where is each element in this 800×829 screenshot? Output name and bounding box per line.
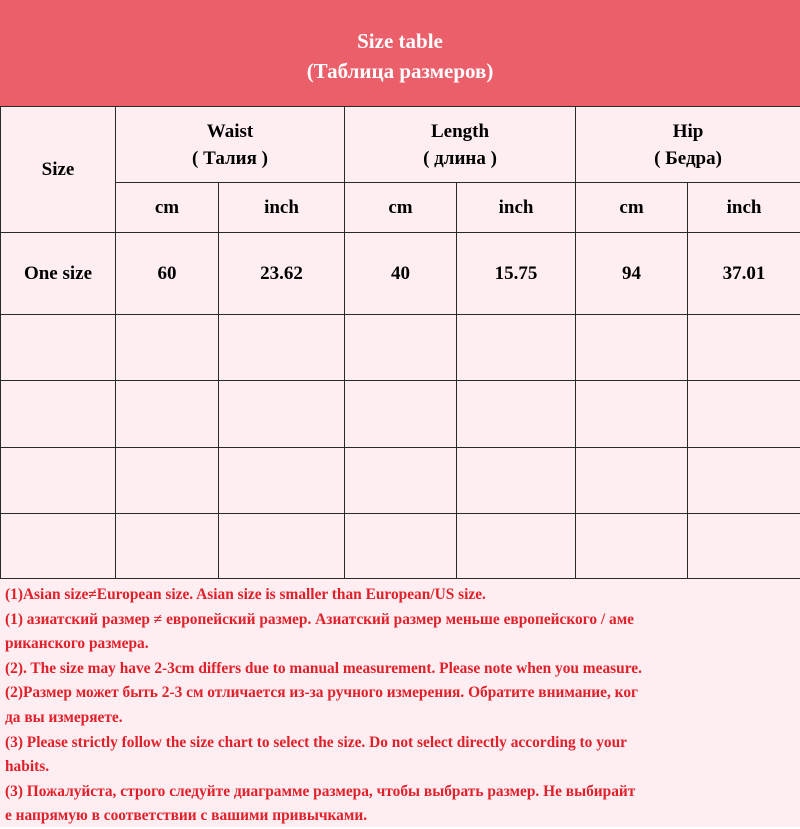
empty-cell <box>576 514 688 579</box>
note-line: (2)Размер может быть 2-3 см отличается из-за ручного измерения. Обратите внимание, ког <box>5 681 796 706</box>
empty-cell <box>345 514 457 579</box>
empty-cell <box>116 514 219 579</box>
note-line: (2). The size may have 2-3cm differs due to manual measurement. Please note when you measure. <box>5 657 796 682</box>
unit-header: cm <box>345 183 457 233</box>
hip-label: Hip <box>576 118 800 145</box>
size-table-title: Size table <box>0 26 800 56</box>
hip-header <box>576 107 800 183</box>
empty-row <box>1 381 800 448</box>
length-label: Length <box>345 118 575 145</box>
empty-cell <box>219 514 345 579</box>
waist-label: Waist <box>116 118 344 145</box>
size-cell: One size <box>1 233 116 315</box>
note-line: да вы измеряете. <box>5 706 796 731</box>
empty-cell <box>1 448 116 514</box>
empty-cell <box>219 448 345 514</box>
unit-header: inch <box>457 183 576 233</box>
note-line: риканского размера. <box>5 632 796 657</box>
unit-header: inch <box>688 183 800 233</box>
note-line: habits. <box>5 755 796 780</box>
empty-row <box>1 315 800 381</box>
note-line: (3) Пожалуйста, строго следуйте диаграмме размера, чтобы выбрать размер. Не выбирайт <box>5 780 796 805</box>
table-row <box>1 233 800 315</box>
size-table-subtitle: (Таблица размеров) <box>0 56 800 86</box>
empty-cell <box>1 315 116 381</box>
size-table-header <box>0 0 800 106</box>
hip-translation: ( Бедра) <box>576 145 800 172</box>
size-notes <box>0 578 800 827</box>
empty-cell <box>576 315 688 381</box>
empty-cell <box>688 448 800 514</box>
empty-row <box>1 448 800 514</box>
empty-cell <box>1 514 116 579</box>
length-header <box>345 107 576 183</box>
empty-cell <box>688 315 800 381</box>
waist-translation: ( Талия ) <box>116 145 344 172</box>
empty-cell <box>457 315 576 381</box>
empty-cell <box>116 448 219 514</box>
note-line: (1)Asian size≠European size. Asian size is smaller than European/US size. <box>5 583 796 608</box>
note-line: е напрямую в соответствии с вашими привычками. <box>5 804 796 829</box>
unit-header: cm <box>116 183 219 233</box>
empty-cell <box>688 514 800 579</box>
size-table <box>0 106 800 579</box>
unit-header-row <box>1 183 800 233</box>
empty-cell <box>576 381 688 448</box>
empty-cell <box>219 315 345 381</box>
unit-header: inch <box>219 183 345 233</box>
value-cell: 40 <box>345 233 457 315</box>
length-translation: ( длина ) <box>345 145 575 172</box>
waist-header <box>116 107 345 183</box>
empty-cell <box>345 381 457 448</box>
empty-cell <box>688 381 800 448</box>
empty-cell <box>116 381 219 448</box>
empty-cell <box>457 381 576 448</box>
value-cell: 15.75 <box>457 233 576 315</box>
empty-cell <box>576 448 688 514</box>
empty-cell <box>219 381 345 448</box>
empty-cell <box>1 381 116 448</box>
value-cell: 60 <box>116 233 219 315</box>
size-column-header: Size <box>1 107 116 233</box>
group-header-row <box>1 107 800 183</box>
empty-cell <box>345 448 457 514</box>
value-cell: 37.01 <box>688 233 800 315</box>
value-cell: 23.62 <box>219 233 345 315</box>
empty-row <box>1 514 800 579</box>
empty-cell <box>457 448 576 514</box>
value-cell: 94 <box>576 233 688 315</box>
note-line: (1) азиатский размер ≠ европейский размер. Азиатский размер меньше европейского / аме <box>5 608 796 633</box>
empty-cell <box>457 514 576 579</box>
unit-header: cm <box>576 183 688 233</box>
empty-cell <box>345 315 457 381</box>
note-line: (3) Please strictly follow the size chart to select the size. Do not select directly according to your <box>5 731 796 756</box>
empty-cell <box>116 315 219 381</box>
